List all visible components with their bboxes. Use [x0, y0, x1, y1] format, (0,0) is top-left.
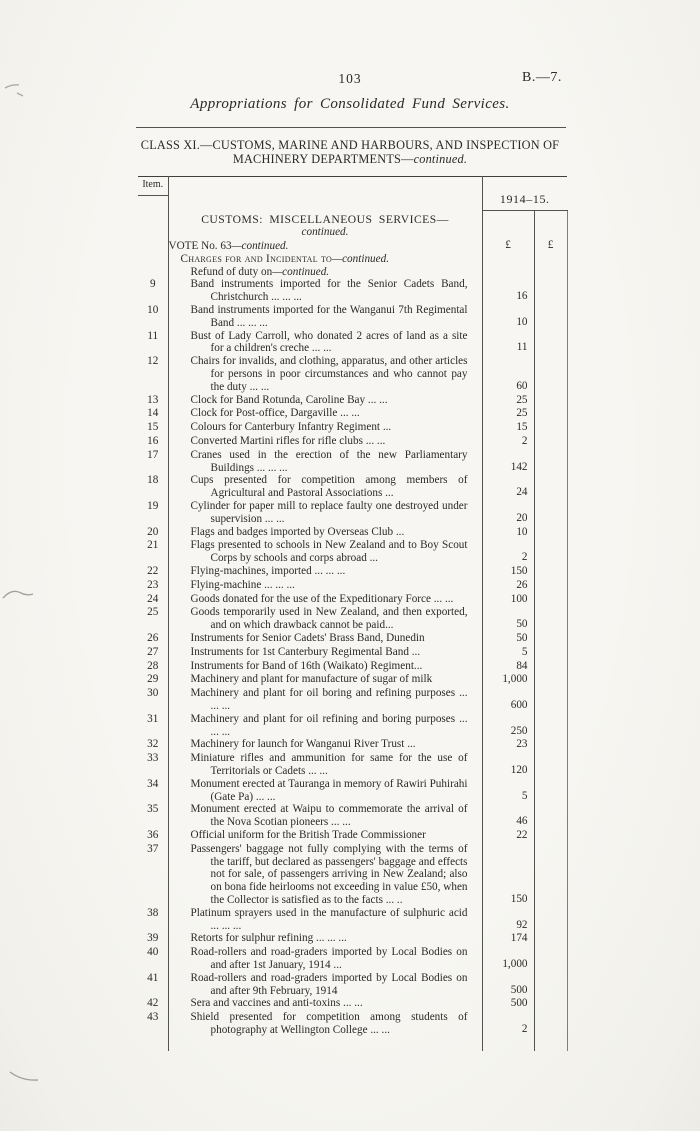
item-amount: 20 [482, 500, 534, 526]
item-description: Machinery for launch for Wanganui River Trust ... [190, 738, 416, 751]
item-amount: 15 [482, 421, 534, 435]
item-number: 23 [138, 579, 168, 593]
item-amount-secondary [534, 646, 567, 660]
item-number: 10 [138, 304, 168, 330]
item-description: Band instruments imported for the Senior Cadets Band, Christchurch ... ... ... [190, 278, 468, 304]
item-amount-secondary [534, 997, 567, 1011]
currency-symbol-right: £ [534, 239, 567, 253]
item-description: Flags presented to schools in New Zealand and to Boy Scout Corps by schools and corps abroad ... [190, 539, 468, 565]
refund-heading: Refund of duty on—continued. [190, 265, 330, 278]
item-number: 35 [138, 803, 168, 829]
item-number: 11 [138, 330, 168, 356]
item-description: Clock for Post-office, Dargaville ... ... [190, 407, 360, 420]
item-amount-secondary [534, 843, 567, 907]
item-number: 38 [138, 907, 168, 933]
item-description: Flying-machine ... ... ... [190, 578, 295, 591]
item-amount: 174 [482, 932, 534, 946]
item-amount: 22 [482, 829, 534, 843]
item-number: 42 [138, 997, 168, 1011]
table-row [138, 673, 567, 687]
item-number: 31 [138, 713, 168, 739]
item-number: 30 [138, 687, 168, 713]
item-amount: 46 [482, 803, 534, 829]
currency-symbol-left: £ [482, 239, 534, 253]
item-amount: 2 [482, 435, 534, 449]
item-amount: 600 [482, 687, 534, 713]
table-row [138, 972, 567, 998]
item-amount-secondary [534, 304, 567, 330]
class-heading-line1: CLASS XI.—CUSTOMS, MARINE AND HARBOURS, AND INSPECTION OF [140, 138, 560, 152]
title-divider [136, 127, 566, 128]
item-description: Road-rollers and road-graders imported by Local Bodies on and after 9th February, 1914 [190, 971, 468, 997]
item-description: Cylinder for paper mill to replace faulty one destroyed under supervision ... ... [190, 500, 468, 525]
item-amount: 25 [482, 394, 534, 408]
item-amount-secondary [534, 738, 567, 752]
table-row [138, 278, 567, 304]
item-description: Instruments for Band of 16th (Waikato) Regiment... [190, 659, 423, 672]
section-heading-line1: CUSTOMS: MISCELLANEOUS SERVICES— [201, 212, 449, 226]
item-amount: 2 [482, 539, 534, 565]
item-number: 21 [138, 539, 168, 565]
item-amount-secondary [534, 394, 567, 408]
ledger-head [138, 177, 567, 211]
table-row [138, 946, 567, 972]
item-description: Machinery and plant for manufacture of sugar of milk [190, 673, 433, 686]
item-amount: 500 [482, 972, 534, 998]
item-amount: 500 [482, 997, 534, 1011]
item-number: 14 [138, 407, 168, 421]
item-amount-secondary [534, 407, 567, 421]
section-heading-continued: continued. [301, 226, 349, 239]
item-number: 39 [138, 932, 168, 946]
item-amount: 25 [482, 407, 534, 421]
item-amount: 84 [482, 660, 534, 674]
item-number: 9 [138, 278, 168, 304]
item-description: Instruments for Senior Cadets' Brass Band, Dunedin [190, 632, 425, 644]
vote-heading: VOTE No. 63—continued. [168, 240, 289, 253]
item-description: Clock for Band Rotunda, Caroline Bay ... ... [190, 393, 388, 406]
table-row [138, 778, 567, 804]
item-number: 13 [138, 394, 168, 408]
item-number: 32 [138, 738, 168, 752]
item-description: Converted Martini rifles for rifle clubs ... ... [190, 435, 386, 448]
table-row [138, 829, 567, 843]
item-amount-secondary [534, 660, 567, 674]
class-heading [70, 139, 630, 166]
item-amount-secondary [534, 829, 567, 843]
item-description: Miniature rifles and ammunition for same for the use of Territorials or Cadets ... ... [190, 752, 468, 777]
item-amount: 1,000 [482, 673, 534, 687]
page-number: 103 [338, 71, 362, 86]
document-title: Appropriations for Consolidated Fund Services. [190, 96, 510, 112]
item-description: Cups presented for competition among members of Agricultural and Pastoral Associations ... [190, 474, 468, 500]
item-amount-secondary [534, 606, 567, 632]
item-description: Band instruments imported for the Wanganui 7th Regimental Band ... ... ... [190, 304, 468, 329]
item-amount: 16 [482, 278, 534, 304]
ledger-body [138, 278, 567, 1036]
table-row [138, 713, 567, 739]
item-number: 34 [138, 778, 168, 804]
item-amount: 50 [482, 632, 534, 646]
class-heading-line2-continued: continued. [413, 151, 468, 166]
table-row [138, 907, 567, 933]
table-row [138, 565, 567, 579]
item-amount: 23 [482, 738, 534, 752]
item-description: Instruments for 1st Canterbury Regimental Band ... [190, 645, 421, 658]
item-amount-secondary [534, 932, 567, 946]
item-number: 25 [138, 606, 168, 632]
item-number: 24 [138, 593, 168, 607]
pencil-mark [10, 1072, 38, 1080]
item-amount-secondary [534, 421, 567, 435]
item-amount-secondary [534, 278, 567, 304]
section-heading [168, 211, 482, 240]
item-number: 29 [138, 673, 168, 687]
ledger-table [138, 176, 568, 1051]
item-amount-secondary [534, 579, 567, 593]
item-amount-secondary [534, 565, 567, 579]
item-description: Monument erected at Waipu to commemorate the arrival of the Nova Scotian pioneers ... ... [190, 803, 468, 829]
item-amount: 100 [482, 593, 534, 607]
table-row [138, 646, 567, 660]
item-number: 16 [138, 435, 168, 449]
item-number: 19 [138, 500, 168, 526]
item-column-header: Item. [138, 177, 168, 196]
item-number: 18 [138, 474, 168, 500]
item-amount-secondary [534, 946, 567, 972]
charges-continued: —continued. [332, 252, 389, 265]
item-amount: 5 [482, 646, 534, 660]
item-description: Chairs for invalids, and clothing, apparatus, and other articles for persons in poor circumstances and who cannot pay the duty ... ... [190, 355, 468, 393]
item-number: 36 [138, 829, 168, 843]
item-amount-secondary [534, 593, 567, 607]
item-amount-secondary [534, 803, 567, 829]
item-number: 20 [138, 526, 168, 540]
item-number: 26 [138, 632, 168, 646]
item-amount-secondary [534, 687, 567, 713]
item-amount: 2 [482, 1011, 534, 1037]
item-amount-secondary [534, 330, 567, 356]
item-amount-secondary [534, 972, 567, 998]
item-description: Goods temporarily used in New Zealand, and then exported, and on which drawback cannot be paid... [190, 606, 468, 632]
item-description: Cranes used in the erection of the new Parliamentary Buildings ... ... ... [190, 448, 468, 474]
table-row [138, 752, 567, 778]
table-row [138, 687, 567, 713]
item-amount-secondary [534, 526, 567, 540]
item-number: 40 [138, 946, 168, 972]
ledger-footer-space [138, 1037, 567, 1051]
item-amount-secondary [534, 435, 567, 449]
item-amount: 1,000 [482, 946, 534, 972]
item-amount: 60 [482, 355, 534, 393]
item-number: 43 [138, 1011, 168, 1037]
table-row [138, 932, 567, 946]
table-row [138, 474, 567, 500]
item-amount-secondary [534, 713, 567, 739]
item-number: 27 [138, 646, 168, 660]
item-amount-secondary [534, 449, 567, 475]
item-amount-secondary [534, 355, 567, 393]
item-number: 28 [138, 660, 168, 674]
item-amount: 10 [482, 526, 534, 540]
item-amount: 150 [482, 565, 534, 579]
table-row [138, 407, 567, 421]
item-amount: 10 [482, 304, 534, 330]
item-description: Retorts for sulphur refining ... ... ... [190, 932, 347, 945]
table-row [138, 449, 567, 475]
table-row [138, 997, 567, 1011]
item-description: Platinum sprayers used in the manufacture of sulphuric acid ... ... ... [190, 906, 468, 932]
item-column-header-cell [138, 177, 168, 211]
item-number: 12 [138, 355, 168, 393]
table-row [138, 1011, 567, 1037]
table-row [138, 394, 567, 408]
table-row [138, 593, 567, 607]
item-description: Road-rollers and road-graders imported by Local Bodies on and after 1st January, 1914 ... [190, 946, 468, 971]
item-amount: 5 [482, 778, 534, 804]
table-row [138, 304, 567, 330]
item-description: Flags and badges imported by Overseas Club ... [190, 525, 405, 538]
table-row [138, 803, 567, 829]
item-amount-secondary [534, 778, 567, 804]
class-heading-line2-main: MACHINERY DEPARTMENTS— [232, 151, 414, 166]
item-number: 17 [138, 449, 168, 475]
table-row [138, 539, 567, 565]
table-row [138, 606, 567, 632]
table-row [138, 421, 567, 435]
item-amount-secondary [534, 500, 567, 526]
item-amount-secondary [534, 539, 567, 565]
item-number: 37 [138, 843, 168, 907]
item-description: Goods donated for the use of the Expeditionary Force ... ... [190, 592, 454, 605]
item-amount-secondary [534, 632, 567, 646]
item-amount: 24 [482, 474, 534, 500]
item-amount: 150 [482, 843, 534, 907]
item-amount: 142 [482, 449, 534, 475]
class-heading-line2 [70, 153, 630, 167]
table-row [138, 500, 567, 526]
item-description: Machinery and plant for oil refining and boring purposes ... ... ... [190, 712, 468, 738]
table-row [138, 330, 567, 356]
item-description: Bust of Lady Carroll, who donated 2 acres of land as a site for a children's creche ... ... [190, 329, 468, 355]
item-number: 15 [138, 421, 168, 435]
item-amount: 26 [482, 579, 534, 593]
item-amount: 92 [482, 907, 534, 933]
item-amount-secondary [534, 907, 567, 933]
item-description: Official uniform for the British Trade Commissioner [190, 828, 426, 841]
item-amount: 11 [482, 330, 534, 356]
description-column-header-cell [168, 177, 482, 211]
year-column-header: 1914–15. [482, 177, 567, 211]
table-row [138, 526, 567, 540]
table-row [138, 738, 567, 752]
doc-reference: B.—7. [522, 70, 562, 85]
item-description: Sera and vaccines and anti-toxins ... ... [190, 997, 363, 1010]
table-row [138, 579, 567, 593]
item-amount-secondary [534, 673, 567, 687]
vote-continued: —continued. [231, 240, 289, 253]
refund-continued: —continued. [272, 265, 330, 278]
item-amount: 120 [482, 752, 534, 778]
pencil-mark [3, 591, 33, 598]
charges-heading: Charges for and Incidental to—continued. [180, 252, 389, 265]
item-description: Flying-machines, imported ... ... ... [190, 565, 346, 578]
item-amount: 50 [482, 606, 534, 632]
item-description: Colours for Canterbury Infantry Regiment ... [190, 421, 392, 434]
table-row [138, 660, 567, 674]
table-row [138, 355, 567, 393]
table-row [138, 632, 567, 646]
item-description: Shield presented for competition among students of photography at Wellington College ... ... [190, 1011, 468, 1036]
item-number: 22 [138, 565, 168, 579]
table-row [138, 843, 567, 907]
item-description: Machinery and plant for oil boring and refining purposes ... ... ... [190, 687, 468, 712]
item-number: 33 [138, 752, 168, 778]
appropriations-table [138, 176, 567, 1051]
item-amount-secondary [534, 474, 567, 500]
item-number: 41 [138, 972, 168, 998]
item-amount-secondary [534, 752, 567, 778]
item-description: Monument erected at Tauranga in memory of Rawiri Puhirahi (Gate Pa) ... ... [190, 777, 468, 803]
item-amount: 250 [482, 713, 534, 739]
item-amount-secondary [534, 1011, 567, 1037]
ledger-subheadings [138, 211, 567, 279]
item-description: Passengers' baggage not fully complying with the terms of the tariff, but declared as passengers' baggage and effects not for sale, of passengers arriving in New Zealand; also on bona fide heirlooms not exceeding in value £50, when the Collector is satisfied as to the facts ... .. [190, 842, 468, 906]
table-row [138, 435, 567, 449]
